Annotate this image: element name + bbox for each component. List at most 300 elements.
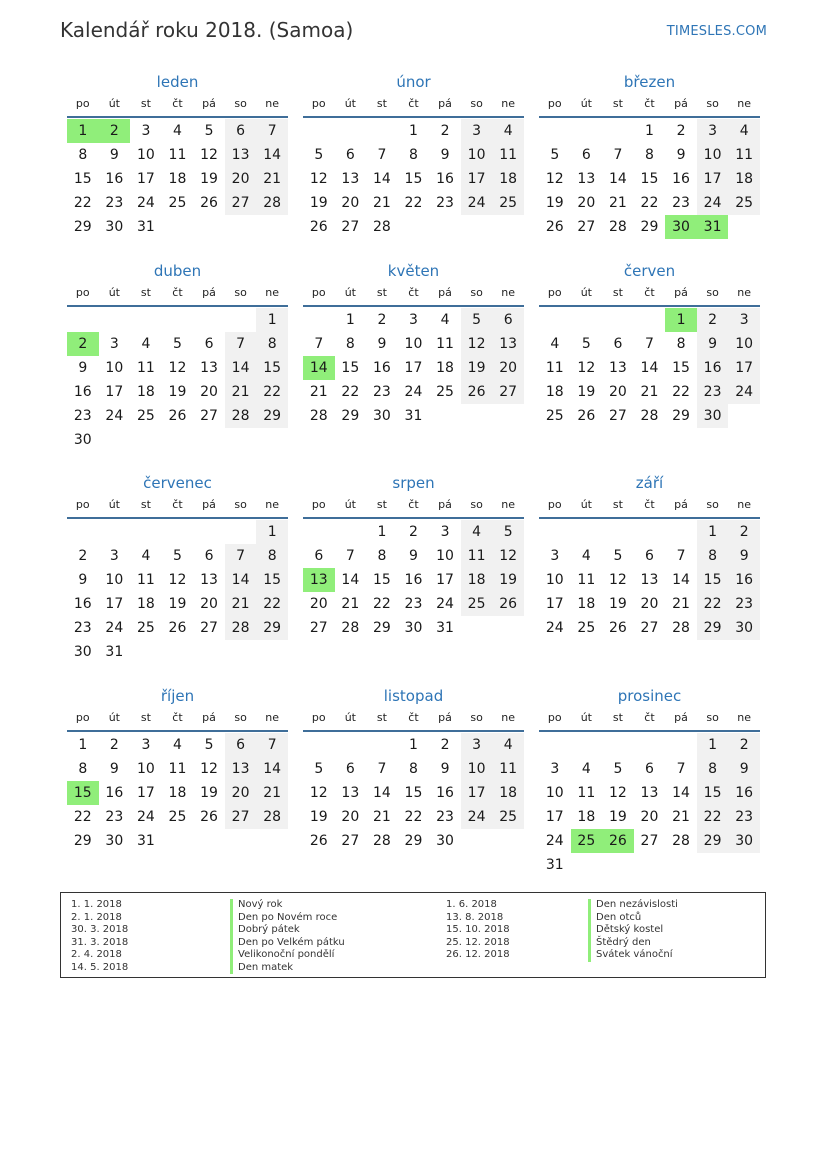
day-cell: 18 bbox=[136, 384, 155, 400]
day-cell: 27 bbox=[577, 219, 596, 235]
day-cell: 12 bbox=[309, 785, 328, 801]
month-name: září bbox=[635, 474, 664, 492]
day-cell: 21 bbox=[672, 596, 690, 612]
day-cell: 12 bbox=[492, 544, 524, 568]
day-cell: 5 bbox=[314, 147, 324, 163]
day-cell: 22 bbox=[73, 809, 92, 825]
day-cell: 17 bbox=[436, 572, 454, 588]
day-cell: 1 bbox=[67, 119, 99, 143]
legend-date: 25. 12. 2018 bbox=[446, 936, 510, 948]
day-cell: 13 bbox=[225, 757, 257, 781]
legend-date: 2. 1. 2018 bbox=[71, 911, 122, 923]
day-cell: 17 bbox=[105, 384, 124, 400]
day-cell: 10 bbox=[461, 757, 493, 781]
empty-cell bbox=[366, 733, 398, 757]
legend-date: 31. 3. 2018 bbox=[71, 936, 129, 948]
day-cell: 30 bbox=[665, 215, 697, 239]
day-cell: 9 bbox=[78, 572, 88, 588]
weekday-label: po bbox=[547, 97, 562, 110]
day-cell: 28 bbox=[672, 833, 690, 849]
day-cell: 4 bbox=[173, 737, 182, 753]
legend-holiday-name: Den matek bbox=[238, 961, 294, 973]
day-cell: 6 bbox=[225, 119, 257, 143]
weekday-label: čt bbox=[172, 711, 183, 724]
day-cell: 15 bbox=[256, 568, 288, 592]
weekday-label: po bbox=[311, 711, 326, 724]
weekday-label: út bbox=[580, 711, 592, 724]
month-block bbox=[539, 473, 760, 640]
empty-cell bbox=[539, 733, 571, 757]
weekday-label: čt bbox=[644, 711, 655, 724]
day-cell: 24 bbox=[461, 191, 493, 215]
day-cell: 9 bbox=[697, 332, 729, 356]
day-cell: 28 bbox=[225, 404, 257, 428]
day-cell: 15 bbox=[67, 781, 99, 805]
day-cell: 11 bbox=[136, 572, 155, 588]
day-cell: 26 bbox=[461, 380, 493, 404]
empty-cell bbox=[256, 428, 288, 452]
day-cell: 21 bbox=[372, 195, 391, 211]
day-cell: 9 bbox=[440, 147, 450, 163]
day-cell: 22 bbox=[372, 596, 391, 612]
empty-cell bbox=[602, 119, 634, 143]
day-cell: 25 bbox=[168, 809, 187, 825]
day-cell: 22 bbox=[341, 384, 360, 400]
day-cell: 20 bbox=[225, 781, 257, 805]
day-cell: 22 bbox=[256, 592, 288, 616]
month-block bbox=[303, 473, 524, 640]
weekday-label: ne bbox=[737, 97, 752, 110]
weekday-header bbox=[303, 495, 524, 519]
day-cell: 7 bbox=[225, 332, 257, 356]
day-cell: 14 bbox=[256, 757, 288, 781]
legend-holiday-name: Nový rok bbox=[238, 899, 283, 910]
day-cell: 19 bbox=[545, 195, 564, 211]
day-cell: 5 bbox=[581, 336, 591, 352]
day-cell: 13 bbox=[225, 143, 257, 167]
empty-cell bbox=[67, 308, 99, 332]
month-block bbox=[303, 261, 524, 428]
day-cell: 25 bbox=[136, 620, 155, 636]
weekday-label: st bbox=[140, 97, 151, 110]
weekday-label: po bbox=[311, 97, 326, 110]
day-cell: 5 bbox=[492, 520, 524, 544]
day-cell: 20 bbox=[341, 195, 360, 211]
day-cell: 13 bbox=[492, 332, 524, 356]
day-cell: 12 bbox=[608, 572, 627, 588]
day-cell: 16 bbox=[672, 171, 690, 187]
day-cell: 7 bbox=[377, 147, 387, 163]
weekday-label: čt bbox=[644, 286, 655, 299]
day-cell: 3 bbox=[461, 119, 493, 143]
month-block bbox=[67, 473, 288, 664]
legend-dates bbox=[71, 899, 128, 974]
day-cell: 12 bbox=[168, 572, 187, 588]
day-cell: 24 bbox=[436, 596, 454, 612]
day-cell: 2 bbox=[78, 548, 88, 564]
day-cell: 28 bbox=[309, 408, 328, 424]
day-cell: 6 bbox=[204, 548, 214, 564]
day-cell: 14 bbox=[341, 572, 360, 588]
empty-cell bbox=[256, 640, 288, 664]
day-cell: 4 bbox=[728, 119, 760, 143]
day-cell: 18 bbox=[168, 785, 187, 801]
weekday-label: ne bbox=[265, 711, 280, 724]
site-link[interactable]: TIMESLES.COM bbox=[666, 24, 767, 39]
day-cell: 31 bbox=[105, 644, 124, 660]
weekday-label: st bbox=[140, 711, 151, 724]
weekday-header bbox=[303, 94, 524, 118]
day-cell: 26 bbox=[309, 833, 328, 849]
day-cell: 26 bbox=[168, 620, 187, 636]
day-cell: 29 bbox=[404, 833, 423, 849]
day-cell: 4 bbox=[550, 336, 560, 352]
day-cell: 19 bbox=[200, 171, 218, 187]
day-cell: 2 bbox=[440, 737, 450, 753]
day-cell: 31 bbox=[404, 408, 423, 424]
day-cell: 18 bbox=[577, 596, 596, 612]
day-cell: 14 bbox=[608, 171, 627, 187]
day-cell: 11 bbox=[728, 143, 760, 167]
day-cell: 21 bbox=[672, 809, 690, 825]
empty-cell bbox=[429, 404, 461, 428]
day-cell: 14 bbox=[640, 360, 659, 376]
empty-cell bbox=[162, 520, 194, 544]
weekday-label: st bbox=[612, 711, 623, 724]
weekday-label: út bbox=[580, 498, 592, 511]
day-cell: 26 bbox=[309, 219, 328, 235]
weekday-label: út bbox=[344, 97, 356, 110]
day-cell: 13 bbox=[341, 171, 360, 187]
legend-holiday-name: Štědrý den bbox=[596, 936, 651, 948]
day-cell: 26 bbox=[545, 219, 564, 235]
weekday-label: út bbox=[108, 711, 120, 724]
weekday-label: so bbox=[470, 286, 483, 299]
month-block bbox=[303, 686, 524, 853]
day-cell: 2 bbox=[728, 733, 760, 757]
day-cell: 3 bbox=[109, 548, 119, 564]
weekday-label: po bbox=[75, 498, 90, 511]
day-cell: 16 bbox=[697, 356, 729, 380]
day-cell: 21 bbox=[608, 195, 627, 211]
day-cell: 9 bbox=[377, 336, 387, 352]
day-cell: 14 bbox=[372, 785, 391, 801]
empty-cell bbox=[571, 119, 603, 143]
weekday-label: po bbox=[75, 286, 90, 299]
month-block bbox=[67, 686, 288, 853]
weekday-label: po bbox=[311, 286, 326, 299]
legend-date: 1. 1. 2018 bbox=[71, 899, 122, 910]
day-cell: 21 bbox=[225, 592, 257, 616]
day-cell: 23 bbox=[73, 620, 92, 636]
day-cell: 14 bbox=[225, 356, 257, 380]
day-cell: 3 bbox=[109, 336, 119, 352]
legend-date: 2. 4. 2018 bbox=[71, 949, 122, 960]
weekday-header bbox=[303, 708, 524, 732]
holiday-legend bbox=[60, 892, 766, 978]
weekday-label: so bbox=[234, 711, 247, 724]
day-cell: 4 bbox=[581, 548, 591, 564]
day-cell: 11 bbox=[492, 757, 524, 781]
day-cell: 7 bbox=[676, 761, 686, 777]
day-cell: 13 bbox=[341, 785, 360, 801]
day-cell: 18 bbox=[492, 781, 524, 805]
day-cell: 5 bbox=[550, 147, 560, 163]
day-cell: 24 bbox=[461, 805, 493, 829]
weekday-label: st bbox=[376, 711, 387, 724]
weekday-label: út bbox=[108, 498, 120, 511]
weekday-label: út bbox=[344, 498, 356, 511]
day-cell: 6 bbox=[613, 336, 623, 352]
month-name: březen bbox=[623, 73, 676, 91]
empty-cell bbox=[303, 520, 335, 544]
day-cell: 3 bbox=[697, 119, 729, 143]
day-cell: 3 bbox=[728, 308, 760, 332]
day-cell: 28 bbox=[341, 620, 360, 636]
day-cell: 11 bbox=[136, 360, 155, 376]
day-cell: 4 bbox=[492, 733, 524, 757]
day-cell: 30 bbox=[372, 408, 391, 424]
day-cell: 5 bbox=[314, 761, 324, 777]
empty-cell bbox=[602, 520, 634, 544]
day-cell: 7 bbox=[256, 733, 288, 757]
day-cell: 23 bbox=[372, 384, 391, 400]
day-cell: 10 bbox=[697, 143, 729, 167]
day-cell: 2 bbox=[728, 520, 760, 544]
day-cell: 30 bbox=[436, 833, 454, 849]
day-cell: 28 bbox=[640, 408, 659, 424]
day-cell: 21 bbox=[640, 384, 659, 400]
day-cell: 27 bbox=[200, 408, 218, 424]
day-cell: 26 bbox=[168, 408, 187, 424]
day-cell: 14 bbox=[672, 572, 690, 588]
day-cell: 7 bbox=[225, 544, 257, 568]
day-cell: 8 bbox=[78, 761, 88, 777]
month-days bbox=[67, 733, 288, 853]
day-cell: 16 bbox=[436, 785, 454, 801]
empty-cell bbox=[193, 520, 225, 544]
month-block bbox=[303, 72, 524, 239]
day-cell: 16 bbox=[73, 384, 92, 400]
day-cell: 24 bbox=[728, 380, 760, 404]
day-cell: 21 bbox=[256, 167, 288, 191]
day-cell: 1 bbox=[697, 520, 729, 544]
day-cell: 8 bbox=[377, 548, 387, 564]
empty-cell bbox=[492, 616, 524, 640]
day-cell: 17 bbox=[461, 167, 493, 191]
day-cell: 4 bbox=[173, 123, 182, 139]
day-cell: 30 bbox=[105, 833, 124, 849]
day-cell: 26 bbox=[602, 829, 634, 853]
weekday-label: čt bbox=[172, 498, 183, 511]
day-cell: 5 bbox=[613, 761, 623, 777]
weekday-label: út bbox=[344, 286, 356, 299]
day-cell: 3 bbox=[550, 548, 560, 564]
day-cell: 12 bbox=[545, 171, 564, 187]
legend-holiday-name: Velikonoční pondělí bbox=[238, 949, 335, 960]
day-cell: 6 bbox=[345, 761, 355, 777]
weekday-label: po bbox=[547, 711, 562, 724]
empty-cell bbox=[193, 215, 225, 239]
day-cell: 28 bbox=[372, 833, 391, 849]
weekday-label: st bbox=[376, 286, 387, 299]
empty-cell bbox=[303, 733, 335, 757]
day-cell: 18 bbox=[461, 568, 493, 592]
legend-holiday-name: Den otců bbox=[596, 911, 642, 923]
empty-cell bbox=[492, 404, 524, 428]
day-cell: 22 bbox=[672, 384, 690, 400]
day-cell: 23 bbox=[105, 809, 124, 825]
day-cell: 15 bbox=[341, 360, 360, 376]
day-cell: 15 bbox=[256, 356, 288, 380]
day-cell: 29 bbox=[256, 404, 288, 428]
day-cell: 28 bbox=[672, 620, 690, 636]
day-cell: 25 bbox=[728, 191, 760, 215]
empty-cell bbox=[303, 119, 335, 143]
day-cell: 8 bbox=[676, 336, 686, 352]
day-cell: 9 bbox=[728, 757, 760, 781]
empty-cell bbox=[429, 215, 461, 239]
day-cell: 29 bbox=[341, 408, 360, 424]
weekday-label: pá bbox=[674, 286, 688, 299]
empty-cell bbox=[256, 829, 288, 853]
day-cell: 19 bbox=[608, 596, 627, 612]
day-cell: 2 bbox=[109, 737, 119, 753]
month-name: květen bbox=[387, 262, 440, 280]
day-cell: 10 bbox=[105, 360, 124, 376]
empty-cell bbox=[130, 640, 162, 664]
day-cell: 1 bbox=[256, 308, 288, 332]
day-cell: 12 bbox=[461, 332, 493, 356]
weekday-label: st bbox=[612, 97, 623, 110]
weekday-label: po bbox=[75, 711, 90, 724]
legend-names bbox=[596, 899, 678, 962]
day-cell: 19 bbox=[608, 809, 627, 825]
legend-color-bar bbox=[588, 899, 591, 962]
day-cell: 3 bbox=[461, 733, 493, 757]
day-cell: 24 bbox=[136, 809, 155, 825]
day-cell: 6 bbox=[314, 548, 324, 564]
day-cell: 29 bbox=[372, 620, 391, 636]
day-cell: 27 bbox=[640, 833, 659, 849]
weekday-header bbox=[67, 283, 288, 307]
empty-cell bbox=[634, 853, 666, 877]
day-cell: 11 bbox=[545, 360, 564, 376]
weekday-label: so bbox=[706, 498, 719, 511]
day-cell: 25 bbox=[136, 408, 155, 424]
weekday-label: čt bbox=[172, 286, 183, 299]
day-cell: 17 bbox=[545, 809, 564, 825]
empty-cell bbox=[539, 520, 571, 544]
day-cell: 26 bbox=[200, 809, 218, 825]
day-cell: 15 bbox=[697, 781, 729, 805]
empty-cell bbox=[366, 119, 398, 143]
day-cell: 22 bbox=[697, 805, 729, 829]
weekday-label: pá bbox=[202, 97, 216, 110]
day-cell: 1 bbox=[697, 733, 729, 757]
empty-cell bbox=[602, 733, 634, 757]
day-cell: 26 bbox=[608, 620, 627, 636]
weekday-label: čt bbox=[172, 97, 183, 110]
day-cell: 12 bbox=[200, 147, 218, 163]
day-cell: 28 bbox=[608, 219, 627, 235]
day-cell: 5 bbox=[173, 336, 182, 352]
empty-cell bbox=[492, 215, 524, 239]
empty-cell bbox=[162, 829, 194, 853]
day-cell: 7 bbox=[645, 336, 654, 352]
empty-cell bbox=[665, 520, 697, 544]
day-cell: 17 bbox=[728, 356, 760, 380]
day-cell: 17 bbox=[105, 596, 124, 612]
weekday-header bbox=[539, 708, 760, 732]
day-cell: 29 bbox=[672, 408, 690, 424]
legend-color-bar bbox=[230, 899, 233, 974]
empty-cell bbox=[99, 308, 131, 332]
empty-cell bbox=[728, 215, 760, 239]
empty-cell bbox=[539, 308, 571, 332]
day-cell: 23 bbox=[436, 809, 454, 825]
day-cell: 24 bbox=[545, 833, 564, 849]
day-cell: 23 bbox=[697, 380, 729, 404]
month-block bbox=[539, 261, 760, 428]
day-cell: 12 bbox=[168, 360, 187, 376]
day-cell: 18 bbox=[545, 384, 564, 400]
weekday-label: ne bbox=[265, 286, 280, 299]
day-cell: 11 bbox=[577, 785, 596, 801]
empty-cell bbox=[67, 520, 99, 544]
day-cell: 29 bbox=[73, 219, 92, 235]
empty-cell bbox=[99, 520, 131, 544]
weekday-label: so bbox=[706, 286, 719, 299]
day-cell: 20 bbox=[640, 596, 659, 612]
weekday-label: so bbox=[470, 711, 483, 724]
empty-cell bbox=[335, 119, 367, 143]
month-days bbox=[67, 119, 288, 239]
day-cell: 14 bbox=[256, 143, 288, 167]
day-cell: 13 bbox=[640, 572, 659, 588]
day-cell: 10 bbox=[105, 572, 124, 588]
month-name: listopad bbox=[383, 687, 444, 705]
weekday-label: pá bbox=[202, 498, 216, 511]
weekday-label: ne bbox=[501, 286, 516, 299]
empty-cell bbox=[728, 853, 760, 877]
day-cell: 21 bbox=[256, 781, 288, 805]
weekday-label: pá bbox=[438, 286, 452, 299]
day-cell: 22 bbox=[404, 809, 423, 825]
weekday-label: ne bbox=[265, 97, 280, 110]
weekday-label: pá bbox=[438, 711, 452, 724]
legend-date: 1. 6. 2018 bbox=[446, 899, 497, 910]
day-cell: 23 bbox=[728, 805, 760, 829]
day-cell: 24 bbox=[136, 195, 155, 211]
day-cell: 25 bbox=[577, 620, 596, 636]
day-cell: 7 bbox=[256, 119, 288, 143]
empty-cell bbox=[461, 616, 493, 640]
empty-cell bbox=[193, 640, 225, 664]
day-cell: 25 bbox=[492, 805, 524, 829]
day-cell: 20 bbox=[341, 809, 360, 825]
empty-cell bbox=[225, 428, 257, 452]
day-cell: 23 bbox=[105, 195, 124, 211]
month-days bbox=[539, 308, 760, 428]
day-cell: 6 bbox=[645, 548, 654, 564]
day-cell: 10 bbox=[461, 143, 493, 167]
weekday-header bbox=[67, 708, 288, 732]
day-cell: 5 bbox=[204, 123, 214, 139]
empty-cell bbox=[461, 404, 493, 428]
weekday-label: so bbox=[234, 286, 247, 299]
empty-cell bbox=[665, 853, 697, 877]
